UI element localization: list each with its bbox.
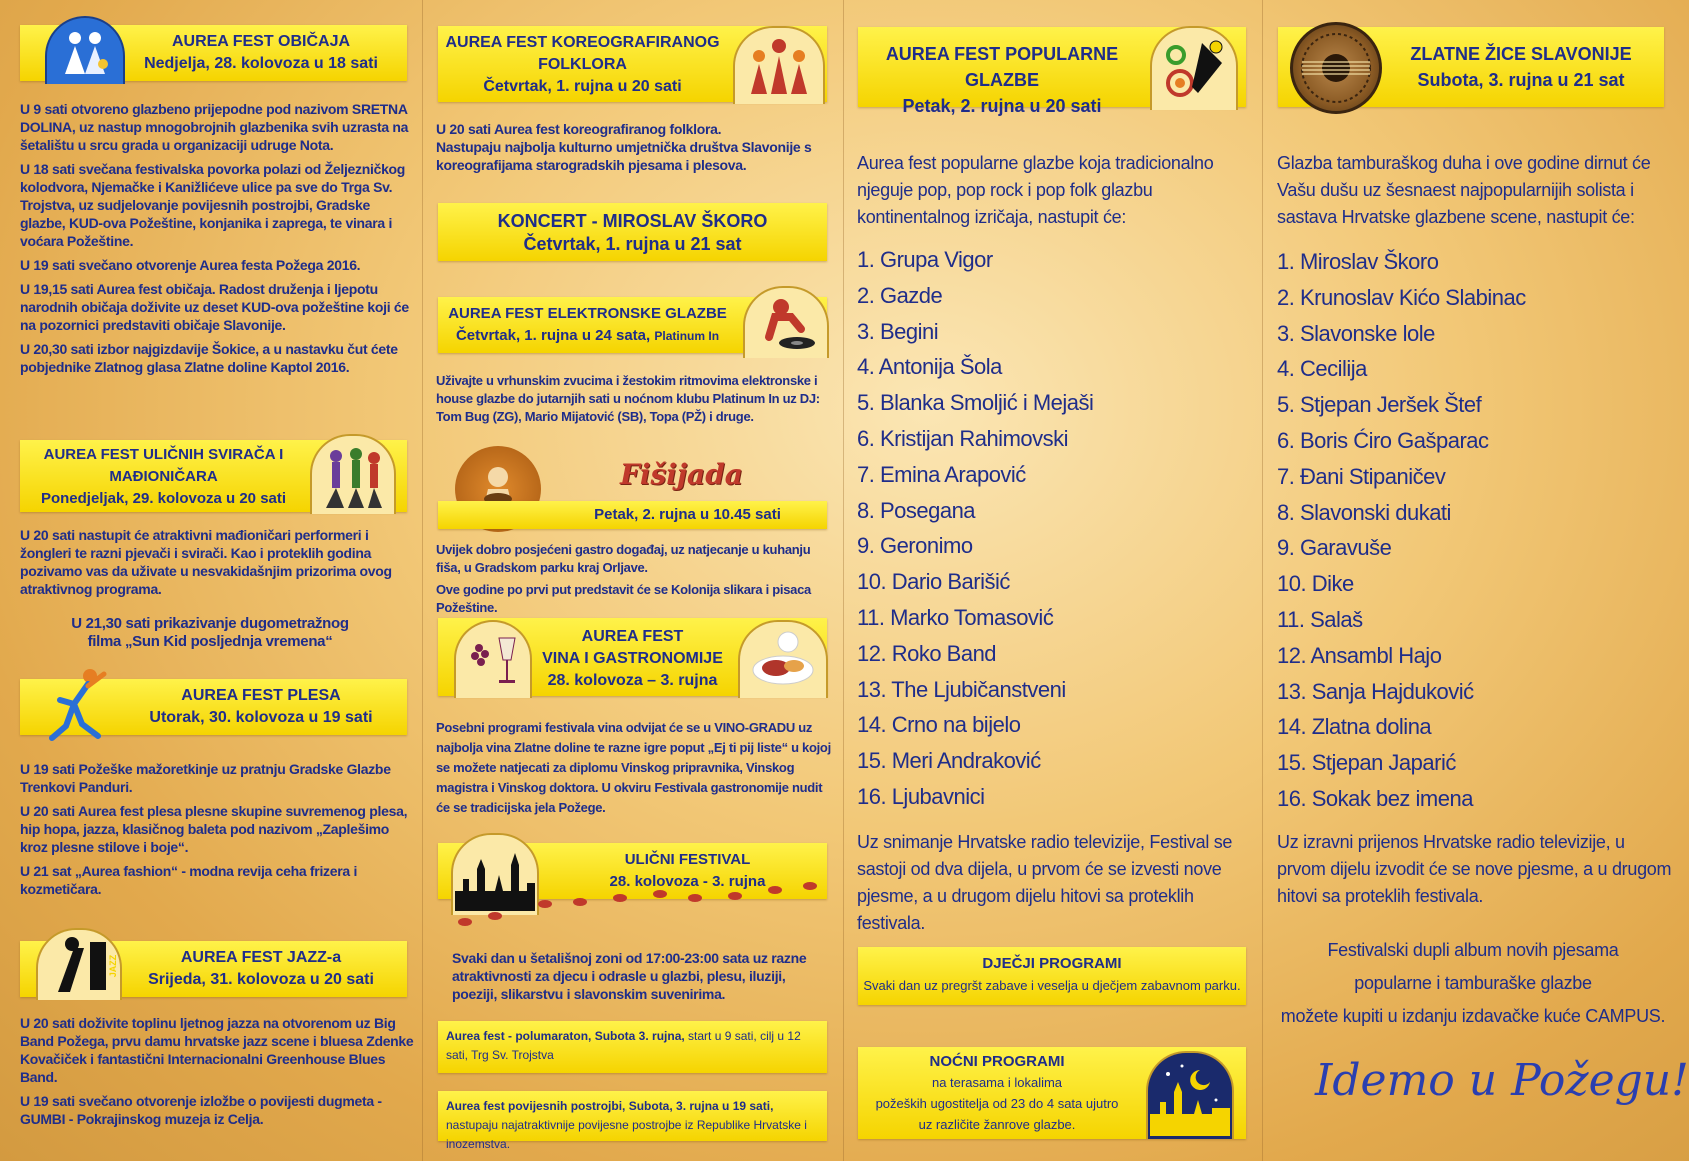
street-musicians-icon <box>310 434 396 514</box>
polumaraton-title: Aurea fest - polumaraton, Subota 3. rujna, <box>446 1029 685 1043</box>
koreo-text <box>436 120 831 180</box>
film-text: U 21,30 sati prikazivanje dugometražnog filma „Sun Kid posljednja vremena“ <box>71 615 349 650</box>
performer-item: 10. Dario Barišić <box>857 569 1010 595</box>
polumaraton-banner <box>438 1021 827 1073</box>
elektro-text <box>436 372 831 432</box>
zice-outro: Uz izravni prijenos Hrvatske radio televizije, u prvom dijelu izvodit će se nove pjesme, a u drugom hitovi sa proteklih festivala. <box>1277 832 1672 906</box>
popularna-title: AUREA FEST POPULARNE GLAZBE <box>885 44 1119 90</box>
ples-paragraph: U 20 sati Aurea fest plesa plesne skupine suvremenog plesa, hip hopa, jazza, klasičnog baleta pod nazivom „Zaplešimo kroz plesne stilove i boje“. <box>20 803 408 855</box>
elektro-date: Četvrtak, 1. rujna u 24 sata, <box>455 327 651 344</box>
svirac-paragraph: U 20 sati nastupit će atraktivni mađioničari performeri i žongleri te razni pjevači i svirači. Kao i proteklih godina pozivamo vas da uživate u nesvakidašnjim prizorima ovog atraktivnog programa. <box>20 527 392 597</box>
footprints-decoration <box>455 868 835 928</box>
performer-item: 3. Begini <box>857 318 939 344</box>
postrojbe-banner <box>438 1091 827 1151</box>
performer-item: 14. Crno na bijelo <box>857 712 1021 738</box>
performer-item: 6. Boris Ćiro Gašparac <box>1277 427 1489 453</box>
performer-item: 2. Krunoslav Kićo Slabinac <box>1277 284 1526 310</box>
performer-item: 11. Marko Tomasović <box>857 604 1054 630</box>
performer-item: 16. Sokak bez imena <box>1277 785 1473 811</box>
koreo-paragraph: U 20 sati Aurea fest koreografiranog folklora. <box>436 121 722 137</box>
jazz-text <box>20 1014 418 1134</box>
ples-title: AUREA FEST PLESA <box>181 687 341 704</box>
elektro-date-line <box>438 325 737 347</box>
dance-icon <box>38 664 118 744</box>
performer-item: 6. Kristijan Rahimovski <box>857 425 1069 451</box>
album-line: popularne i tamburaške glazbe <box>1354 973 1592 993</box>
koncert-banner <box>438 203 827 261</box>
koreo-date: Četvrtak, 1. rujna u 20 sati <box>483 78 682 95</box>
popularna-outro: Uz snimanje Hrvatske radio televizije, Festival se sastoji od dva dijela, u prvom će se izvesti nove pjesme, a u drugom dijelu hitovi sa proteklih festivala. <box>857 832 1233 933</box>
performer-item: 14. Zlatna dolina <box>1277 714 1432 740</box>
polumaraton-detail: start u 9 sati, cilj u 12 sati, Trg Sv. Trojstva <box>446 1029 801 1062</box>
performer-item: 16. Ljubavnici <box>857 783 985 809</box>
performer-item: 11. Salaš <box>1277 606 1363 632</box>
performer-item: 1. Grupa Vigor <box>857 247 993 272</box>
pop-music-icon <box>1150 26 1238 110</box>
vino-title: AUREA FEST <box>581 628 684 645</box>
performer-item: 5. Stjepan Jeršek Štef <box>1277 392 1482 418</box>
fisijada-banner <box>438 501 827 529</box>
dj-icon <box>743 286 829 358</box>
ulicni-text <box>452 949 830 1009</box>
ulicni-paragraph: Svaki dan u šetališnoj zoni od 17:00-23:00 sata uz razne atraktivnosti za djecu i odrasle u glazbi, plesu, iluziji, poeziji, slikarstvu i slavonskim suvenirima. <box>452 950 807 1002</box>
performer-item: 15. Meri Andraković <box>857 748 1041 774</box>
djecji-banner <box>858 947 1246 1005</box>
nocni-title: NOĆNI PROGRAMI <box>929 1053 1065 1070</box>
performer-item: 9. Garavuše <box>1277 535 1392 561</box>
obicaja-title: AUREA FEST OBIČAJA <box>171 33 351 50</box>
performer-item: 13. The Ljubičanstveni <box>857 676 1066 702</box>
performer-item: 8. Slavonski dukati <box>1277 499 1451 525</box>
jazz-icon-label: JAZZ <box>108 954 118 978</box>
elektro-title: AUREA FEST ELEKTRONSKE GLAZBE <box>448 305 727 322</box>
jazz-icon <box>36 928 122 1000</box>
jazz-paragraph: U 20 sati doživite toplinu ljetnog jazza na otvorenom uz Big Band Požega, prvu damu hrvatske jazz scene i bluesa Zdenke Kovačiček i fantastični Internacionalni Greenhouse Blues Band. <box>20 1015 414 1085</box>
performer-item: 5. Blanka Smoljić i Mejaši <box>857 390 1094 416</box>
zice-intro: Glazba tamburaškog duha i ove godine dirnut će Vašu dušu uz šesnaest najpopularnijih solista i sastava Hrvatske glazbene scene, nastupit će: <box>1277 153 1651 227</box>
koreo-paragraph: Nastupaju najbolja kulturno umjetnička društva Slavonije s koreografijama starogradskih pjesama i plesova. <box>436 139 812 173</box>
zice-performers-list <box>1277 244 1526 817</box>
obicaja-paragraph: U 19,15 sati Aurea fest običaja. Radost druženja i ljepotu narodnih običaja doživite uz deset KUD-ova požeštine koji će na pozornici predstaviti običaje Slavonije. <box>20 281 409 333</box>
zice-date: Subota, 3. rujna u 21 sat <box>1417 70 1625 90</box>
column-divider <box>1262 0 1263 1161</box>
performer-item: 10. Dike <box>1277 571 1354 597</box>
ulicni-title: ULIČNI FESTIVAL <box>624 851 751 868</box>
signature-slogan: Idemo u Požegu! <box>1315 1055 1689 1106</box>
obicaja-paragraph: U 20,30 sati izbor najgizdavije Šokice, a u nastavku čut ćete pobjednike Zlatnog glasa Zlatne doline Kaptol 2016. <box>20 341 398 375</box>
obicaja-paragraph: U 19 sati svečano otvorenje Aurea festa Požega 2016. <box>20 257 361 273</box>
elektro-paragraph: Uživajte u vrhunskim zvucima i žestokim ritmovima elektronske i house glazbe do jutarnjih sati u noćnom klubu Platinum In uz DJ: Tom Bug (ZG), Mario Mijatović (SB), Topa (PŽ) i druge. <box>436 373 820 424</box>
obicaja-date: Nedjelja, 28. kolovoza u 18 sati <box>144 55 378 72</box>
performer-item: 13. Sanja Hajduković <box>1277 678 1474 704</box>
koncert-title: KONCERT - MIROSLAV ŠKORO <box>497 211 768 231</box>
vino-title-2: VINA I GASTRONOMIJE <box>542 650 723 667</box>
vino-text <box>436 718 831 824</box>
performer-item: 3. Slavonske lole <box>1277 320 1435 346</box>
performer-item: 2. Gazde <box>857 282 943 308</box>
postrojbe-detail: nastupaju najatraktivnije povijesne postrojbe iz Republike Hrvatske i inozemstva. <box>446 1118 807 1151</box>
koncert-date: Četvrtak, 1. rujna u 21 sat <box>523 234 742 254</box>
ples-date: Utorak, 30. kolovoza u 19 sati <box>149 709 373 726</box>
ples-paragraph: U 21 sat „Aurea fashion“ - modna revija ceha frizera i kozmetičara. <box>20 863 358 897</box>
tamburica-icon <box>1290 22 1382 114</box>
customs-icon <box>45 16 125 84</box>
fisijada-paragraph: Uvijek dobro posjećeni gastro događaj, uz natjecanje u kuhanju fiša, u Gradskom parku kraj Orljave. <box>436 542 811 575</box>
jazz-paragraph: U 19 sati svečano otvorenje izložbe o povijesti dugmeta - GUMBI - Pokrajinskog muzeja iz Celja. <box>20 1093 382 1127</box>
performer-item: 7. Emina Arapović <box>857 461 1026 487</box>
performer-item: 1. Miroslav Škoro <box>1277 249 1439 274</box>
column-divider <box>422 0 423 1161</box>
fisijada-text <box>436 541 831 623</box>
nocni-line: požeških ugostitelja od 23 do 4 sata ujutro <box>875 1096 1119 1111</box>
column-divider <box>843 0 844 1161</box>
album-note <box>1277 934 1669 1033</box>
performer-item: 12. Roko Band <box>857 640 997 666</box>
popularna-performers-list <box>857 242 1093 815</box>
performer-item: 7. Đani Stipaničev <box>1277 463 1446 489</box>
nocni-line: na terasama i lokalima <box>931 1075 1063 1090</box>
folklore-icon <box>733 26 825 104</box>
night-skyline-icon <box>1146 1051 1234 1139</box>
ulicni-date: 28. kolovoza - 3. rujna <box>609 873 766 890</box>
svirac-text <box>20 526 412 604</box>
svirac-title: AUREA FEST ULIČNIH SVIRAČA I MAĐIONIČARA <box>43 446 284 485</box>
popularna-intro: Aurea fest popularne glazbe koja tradicionalno njeguje pop, pop rock i pop folk glazbu kontinentalnog izričaja, nastupit će: <box>857 153 1214 227</box>
vino-paragraph: Posebni programi festivala vina odvijat će se u VINO-GRADU uz najbolja vina Zlatne doline te razne igre poput „Ej ti pij liste“ u kojoj se možete natjecati za diplomu Vinskog pripravnika, Vinskog magistra i Vinskog doktora. U okviru Festivala gastronomije nudit će se tradicijska jela Požege. <box>436 720 831 815</box>
performer-item: 4. Antonija Šola <box>857 354 1002 380</box>
obicaja-paragraph: U 18 sati svečana festivalska povorka polazi od Željezničkog kolodvora, Njemačke i Kanižlićeve ulice pa sve do Trga Sv. Trojstva, uz sudjelovanje povijesnih postrojbi, Gradske glazbe, KUD-ova Požeštine, konjanika i zaprega, te vinara i voćara Požeštine. <box>20 161 406 249</box>
svirac-date: Ponedjeljak, 29. kolovoza u 20 sati <box>40 490 287 507</box>
wine-icon <box>454 620 532 698</box>
performer-item: 9. Geronimo <box>857 533 973 559</box>
jazz-date: Srijeda, 31. kolovoza u 20 sati <box>148 971 374 988</box>
obicaja-paragraph: U 9 sati otvoreno glazbeno prijepodne pod nazivom SRETNA DOLINA, uz nastup mnogobrojnih glazbenika svih uzrasta na šetalištu u srcu grada u organizaciji udruge Nota. <box>20 101 409 153</box>
koreo-title-2: FOLKLORA <box>538 56 627 73</box>
obicaja-text <box>20 100 412 382</box>
elektro-venue: Platinum In <box>654 329 720 343</box>
fisijada-logo: Fišijada <box>620 458 743 491</box>
postrojbe-title: Aurea fest povijesnih postrojbi, Subota, 3. rujna u 19 sati, <box>446 1099 774 1113</box>
nocni-line: uz različite žanrove glazbe. <box>918 1117 1076 1132</box>
djecji-title: DJEČJI PROGRAMI <box>982 955 1122 972</box>
koreo-title: AUREA FEST KOREOGRAFIRANOG <box>445 34 720 51</box>
zice-title: ZLATNE ŽICE SLAVONIJE <box>1410 44 1632 64</box>
ples-paragraph: U 19 sati Požeške mažoretkinje uz pratnju Gradske Glazbe Trenkovi Panduri. <box>20 761 391 795</box>
performer-item: 12. Ansambl Hajo <box>1277 642 1442 668</box>
ples-text <box>20 760 412 904</box>
fisijada-paragraph: Ove godine po prvi put predstavit će se Kolonija slikara i pisaca Požeštine. <box>436 582 811 615</box>
fisijada-date: Petak, 2. rujna u 10.45 sati <box>594 506 781 523</box>
album-line: Festivalski dupli album novih pjesama <box>1327 940 1619 960</box>
performer-item: 4. Cecilija <box>1277 356 1367 382</box>
popularna-date: Petak, 2. rujna u 20 sati <box>902 96 1102 116</box>
jazz-title: AUREA FEST JAZZ-a <box>180 949 342 966</box>
food-plate-icon <box>738 620 828 698</box>
album-line: možete kupiti u izdanju izdavačke kuće CAMPUS. <box>1280 1006 1666 1026</box>
djecji-text: Svaki dan uz pregršt zabave i veselja u dječjem zabavnom parku. <box>863 978 1241 993</box>
performer-item: 15. Stjepan Japarić <box>1277 750 1456 776</box>
vino-date: 28. kolovoza – 3. rujna <box>547 672 718 689</box>
performer-item: 8. Posegana <box>857 497 976 523</box>
